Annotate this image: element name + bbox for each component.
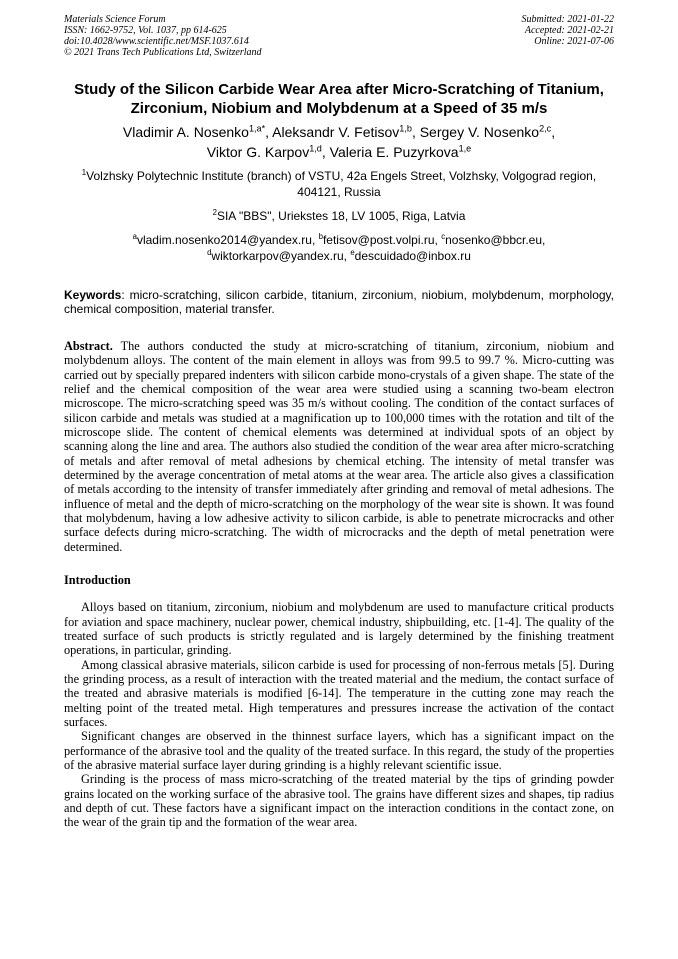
abstract-label: Abstract. <box>64 339 113 353</box>
intro-paragraph: Significant changes are observed in the thinnest surface layers, which has a significant impact on the performance of the abrasive tool and the quality of the treated surface. In this regard, the study of the properties of the abrasive material surface layer during grinding is a highly relevant scientific issue. <box>64 729 614 772</box>
email-list <box>64 232 614 264</box>
submission-dates <box>522 14 615 58</box>
intro-paragraph: Alloys based on titanium, zirconium, niobium and molybdenum are used to manufacture critical products for aviation and space machinery, nuclear power, chemical industry, shipbuilding, etc. [1-4]. The quality of the treated surface of such products is strictly regulated and is largely determined by the finishing treatment operations, in particular, grinding. <box>64 600 614 658</box>
email-sup: e <box>350 248 355 257</box>
submitted-date: Submitted: 2021-01-22 <box>521 14 614 25</box>
intro-paragraph: Among classical abrasive materials, silicon carbide is used for processing of non-ferrous metals [5]. During the grinding process, as a result of interaction with the treated material and the medium, the contact surface of the treated and abrasive materials is modified [6-14]. The temperature in the cutting zone may reach the melting point of the treated metal. High temperatures and pressures increase the activation of the contact surfaces. <box>64 657 614 729</box>
introduction-heading: Introduction <box>64 573 131 588</box>
email-separator: , <box>311 233 319 247</box>
accepted-date: Accepted: 2021-02-21 <box>524 25 614 36</box>
keywords-section <box>64 288 614 316</box>
author-name: Sergey V. Nosenko <box>419 124 540 140</box>
author-separator: , <box>411 124 420 140</box>
abstract-section <box>64 339 614 554</box>
email-sup: a <box>132 232 137 241</box>
journal-info <box>64 14 262 58</box>
email-sup: c <box>441 232 446 241</box>
email-line-2 <box>64 248 614 264</box>
author-line-2 <box>64 142 614 162</box>
abstract-text: The authors conducted the study at micro-scratching of titanium, zirconium, niobium and molybdenum alloys. The content of the main element in alloys was from 99.5 to 99.7 %. Micro-cutting was carried out by specially prepared indenters with silicon carbide mono-crystals of a given shape. The state of the relief and the chemical composition of the wear area were studied using a scanning two-beam electron microscope. The micro-scratching speed was 35 m/s without cooling. The condition of the contact surfaces of silicon carbide and metals was studied at a magnification up to 100,000 times with the rotation and tilt of the microscope slide. The content of chemical elements was determined at individual spots of an object by scanning along the line and area. The authors also studied the condition of the wear area after micro-scratching of metals and after removal of metal adhesions by chemical etching. The intensity of metal transfer was determined by the average concentration of metal atoms at the wear area. The article also gives a classification of metals according to the intensity of transfer immediately after grinding and removal of metal adhesions. The influence of metal and the depth of micro-scratching on the morphology of the wear site is shown. It was found that molybdenum, having a low adhesive activity to silicon carbide, is able to penetrate microcracks and other surface defects during micro-scratching. The width of microcracks and the depth of metal penetration were determined. <box>64 339 614 554</box>
email-separator: , <box>434 233 442 247</box>
email-link[interactable]: nosenko@bbcr.eu <box>445 233 543 247</box>
author-separator: , <box>265 124 273 140</box>
email-line-1 <box>64 232 614 248</box>
author-sup: 1,d <box>309 143 322 154</box>
journal-name: Materials Science Forum <box>64 14 166 25</box>
email-separator: , <box>542 233 546 247</box>
online-date: Online: 2021-07-06 <box>534 36 614 47</box>
paper-title: Study of the Silicon Carbide Wear Area after Micro-Scratching of Titanium, Zirconium, Niobium and Molybdenum at a Speed of 35 m/s <box>74 81 604 117</box>
journal-copyright: © 2021 Trans Tech Publications Ltd, Switzerland <box>64 47 262 58</box>
intro-paragraph: Grinding is the process of mass micro-scratching of the treated material by the tips of grinding powder grains located on the working surface of the abrasive tool. The grains have different sizes and shapes, tip radius and depth of cut. These factors have a significant impact on the interaction conditions in the contact zone, on the wear of the grain tip and the formation of the wear area. <box>64 772 614 830</box>
journal-header <box>64 14 614 58</box>
affiliation-2 <box>64 208 614 224</box>
author-sup: 1,b <box>399 123 412 134</box>
keywords-label: Keywords <box>64 288 122 302</box>
email-link[interactable]: wiktorkarpov@yandex.ru <box>211 249 344 263</box>
affiliation-text: SIA "BBS", Uriekstes 18, LV 1005, Riga, Latvia <box>216 209 466 223</box>
email-link[interactable]: descuidado@inbox.ru <box>354 249 471 263</box>
journal-doi: doi:10.4028/www.scientific.net/MSF.1037.614 <box>64 36 249 47</box>
email-sup: b <box>318 232 323 241</box>
email-separator: , <box>343 249 351 263</box>
author-sup: 1,a* <box>248 123 266 134</box>
author-list <box>64 122 614 162</box>
author-separator: , <box>551 124 556 140</box>
email-sup: d <box>207 248 212 257</box>
author-separator: , <box>321 144 330 160</box>
affiliation-sup: 1 <box>81 168 87 177</box>
affiliation-1 <box>64 168 614 200</box>
journal-issn: ISSN: 1662-9752, Vol. 1037, pp 614-625 <box>64 25 227 36</box>
keywords-text: : micro-scratching, silicon carbide, titanium, zirconium, niobium, molybdenum, morphology, chemical composition, material transfer. <box>64 288 614 316</box>
author-name: Aleksandr V. Fetisov <box>272 124 400 140</box>
affiliation-text: Volzhsky Polytechnic Institute (branch) of VSTU, 42a Engels Street, Volzhsky, Volgograd region, 404121, Russia <box>86 169 597 199</box>
email-link[interactable]: fetisov@post.volpi.ru <box>322 233 435 247</box>
email-link[interactable]: vladim.nosenko2014@yandex.ru <box>136 233 312 247</box>
author-name: Vladimir A. Nosenko <box>122 124 249 140</box>
author-sup: 2,c <box>539 123 552 134</box>
author-name: Valeria E. Puzyrkova <box>329 144 459 160</box>
author-name: Viktor G. Karpov <box>206 144 310 160</box>
author-sup: 1,e <box>458 143 472 154</box>
author-line-1 <box>64 122 614 142</box>
affiliation-sup: 2 <box>212 208 217 217</box>
